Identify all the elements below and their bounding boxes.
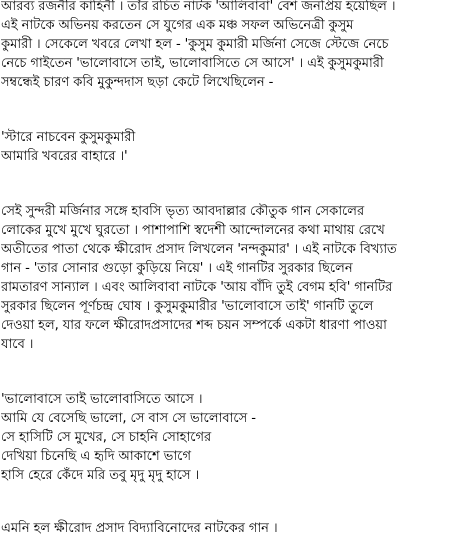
text-line: সম্বন্ধেই চারণ কবি মুকুন্দদাস ছড়া কেটে লিখেছিলেন - [1, 75, 274, 90]
text-line: কুমারী । সেকেলে খবরে লেখা হল - 'কুসুম কুমারী মর্জিনা সেজে স্টেজে নেচে [1, 37, 389, 52]
text-line: দেওয়া হল, যার ফলে ক্ষীরোদপ্রসাদের শব্দ চয়ন সম্পর্কে একটা ধারণা পাওয়া [1, 318, 387, 333]
text-line: গান - 'তার সোনার গুড়ো কুড়িয়ে নিয়ে' । এই গানটির সুরকার ছিলেন [1, 261, 353, 276]
text-line: অতীতের পাতা থেকে ক্ষীরোদ প্রসাদ লিখলেন 'নন্দকুমার' । এই নাটকে বিখ্যাত [1, 242, 397, 257]
text-line: সেই সুন্দরী মর্জিনার সঙ্গে হাবসি ভৃত্য আবদাল্লার কৌতুক গান সেকালের [1, 204, 365, 219]
text-line: যাবে । [1, 337, 34, 352]
text-line: এই নাটকে অভিনয় করতেন সে যুগের এক মঞ্চ সফল অভিনেত্রী কুসুম [1, 18, 354, 33]
text-line: এমনি হল ক্ষীরোদ প্রসাদ বিদ্যাবিনোদের নাটকের গান । [1, 521, 278, 536]
quote-line: আমারি খবরের বাহারে ।' [1, 149, 128, 164]
lyric-line: আমি যে বেসেছি ভালো, সে বাস সে ভালোবাসে - [1, 411, 256, 426]
text-line: লোকের মুখে মুখে ঘুরতো । পাশাপাশি স্বদেশী আন্দোলনের কথা মাথায় রেখে [1, 223, 385, 238]
text-line: নেচে গাইতেন 'ভালোবাসে তাই, ভালোবাসিতে সে আসে' । এই কুসুমকুমারী [1, 56, 384, 71]
quote-line: 'স্টারে নাচবেন কুসুমকুমারী [1, 130, 136, 145]
lyric-line: দেখিয়া চিনেছি এ হৃদি আকাশে ভাগে [1, 449, 191, 464]
text-line: আরব্য রজনীর কাহিনী । তাঁর রচিত নাটক 'আলিবাবা' বেশ জনপ্রিয় হয়েছিল । [1, 0, 396, 14]
text-line: রামতারণ সান্যাল । এবং আলিবাবা নাটকে 'আয় বাঁদি তুই বেগম হবি' গানটির [1, 280, 393, 295]
lyric-line: সে হাসিটি সে মুখের, সে চাহনি সোহাগের [1, 430, 212, 445]
lyric-line: 'ভালোবাসে তাই ভালোবাসিতে আসে । [1, 392, 203, 407]
text-line: সুরকার ছিলেন পূর্ণচন্দ্র ঘোষ । কুসুমকুমারীর 'ভালোবাসে তাই' গানটি তুলে [1, 299, 374, 314]
lyric-line: হাসি হেরে কেঁদে মরি তবু মৃদু মৃদু হাসে । [1, 468, 200, 483]
